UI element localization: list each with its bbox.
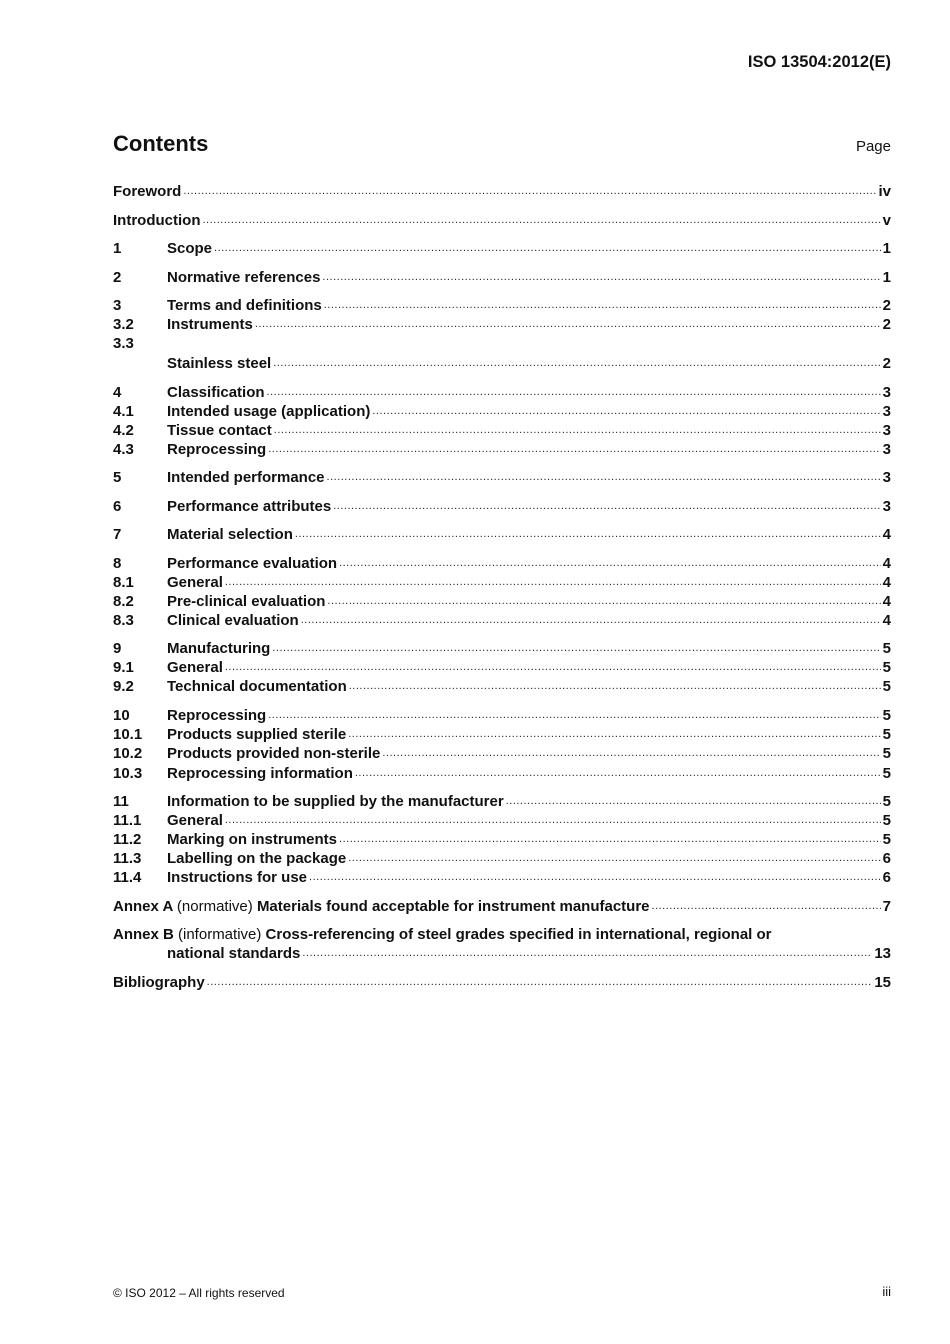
dot-leader (223, 573, 881, 592)
toc-label: Reprocessing (167, 706, 267, 724)
toc-number: 8.1 (113, 573, 134, 591)
toc-number: 10.3 (113, 764, 143, 782)
copyright-notice: © ISO 2012 – All rights reserved (113, 1286, 285, 1300)
toc-entry-8-2[interactable] (113, 592, 891, 611)
dot-leader (181, 182, 876, 201)
toc-page: 5 (882, 659, 891, 676)
dot-leader (504, 792, 881, 811)
dot-leader (299, 611, 881, 630)
toc-label: Labelling on the package (167, 850, 347, 867)
dot-leader (353, 764, 881, 783)
toc-page: 4 (882, 573, 891, 591)
toc-entry-3[interactable] (113, 296, 891, 315)
dot-leader (223, 811, 881, 830)
toc-label: Reprocessing information (167, 764, 353, 782)
toc-entry-foreword[interactable] (113, 182, 891, 201)
toc-entry-3-3-number (113, 334, 891, 353)
toc-entry-9[interactable] (113, 639, 891, 658)
toc-number: 11.1 (113, 812, 142, 829)
toc-number: 9.1 (113, 659, 134, 676)
toc-label: Products provided non-sterile (167, 744, 381, 762)
dot-leader (325, 592, 880, 611)
annex-kind: (informative) (178, 926, 262, 943)
toc-entry-2[interactable] (113, 268, 891, 287)
toc-entry-4-3[interactable] (113, 440, 891, 459)
toc-label: General (167, 812, 223, 829)
toc-entry-11[interactable] (113, 792, 891, 811)
toc-number: 11.3 (113, 850, 142, 867)
toc-number: 5 (113, 469, 122, 486)
toc-label: Reprocessing (167, 440, 267, 458)
toc-entry-9-1[interactable] (113, 658, 891, 677)
toc-entry-6[interactable] (113, 497, 891, 516)
toc-label: Bibliography (113, 973, 205, 991)
toc-label: General (167, 573, 223, 591)
toc-entry-9-2[interactable] (113, 677, 891, 696)
toc-number: 9.2 (113, 678, 134, 695)
toc-entry-11-4[interactable] (113, 868, 891, 887)
standard-identifier: ISO 13504:2012(E) (747, 53, 891, 71)
toc-label: Intended performance (167, 469, 325, 486)
toc-label: Technical documentation (167, 678, 347, 695)
toc-number: 11.4 (113, 869, 142, 886)
toc-page: 5 (882, 640, 891, 657)
toc-label: Products supplied sterile (167, 725, 347, 743)
toc-entry-introduction[interactable] (113, 211, 891, 230)
dot-leader (253, 315, 881, 334)
toc-number: 4.3 (113, 440, 134, 458)
toc-number: 3 (113, 297, 122, 314)
annex-kind: (normative) (176, 897, 253, 915)
toc-page: 3 (882, 421, 891, 439)
toc-entry-10-3[interactable] (113, 764, 891, 783)
toc-page: 2 (882, 297, 891, 314)
dot-leader (370, 402, 880, 421)
toc-entry-3-3[interactable] (113, 354, 891, 373)
dot-leader (346, 725, 880, 744)
toc-page: 15 (874, 973, 891, 991)
toc-page: 5 (882, 812, 891, 829)
toc-page: 5 (882, 793, 891, 810)
toc-label: Marking on instruments (167, 831, 338, 848)
dot-leader (293, 525, 881, 544)
toc-page: 2 (882, 355, 891, 372)
toc-label: Normative references (167, 268, 321, 286)
dot-leader (270, 639, 880, 658)
toc-label: Instruments (167, 316, 253, 333)
toc-entry-11-1[interactable] (113, 811, 891, 830)
toc-label: Instructions for use (167, 869, 308, 886)
toc-page: v (882, 211, 891, 229)
dot-leader (272, 421, 881, 440)
toc-entry-bibliography[interactable] (113, 973, 891, 992)
toc-number: 7 (113, 526, 122, 543)
dot-leader (650, 897, 881, 916)
toc-entry-3-2[interactable] (113, 315, 891, 334)
dot-leader (223, 658, 881, 677)
toc-entry-8[interactable] (113, 554, 891, 573)
toc-page: 4 (882, 611, 891, 629)
toc-number: 1 (113, 240, 122, 257)
toc-number: 10.1 (113, 725, 143, 743)
toc-page: 3 (882, 383, 891, 401)
dot-leader (300, 944, 872, 963)
toc-page: 2 (882, 316, 891, 333)
toc-entry-7[interactable] (113, 525, 891, 544)
toc-entry-annex-b-line1[interactable] (113, 925, 891, 944)
toc-label: Material selection (167, 526, 293, 543)
annex-prefix: Annex B (113, 926, 174, 943)
toc-number: 3.2 (113, 316, 134, 333)
toc-entry-annex-a[interactable] (113, 897, 891, 916)
toc-label: Scope (167, 240, 213, 257)
toc-number: 8 (113, 554, 122, 572)
toc-number: 4.1 (113, 402, 134, 420)
toc-page: 3 (882, 497, 891, 515)
toc-page: 6 (882, 869, 891, 886)
toc-label: Clinical evaluation (167, 611, 299, 629)
toc-page: 4 (882, 554, 891, 572)
toc-page: 5 (882, 764, 891, 782)
toc-number: 8.3 (113, 611, 134, 629)
table-of-contents (113, 182, 891, 992)
dot-leader (322, 296, 881, 315)
toc-label: Classification (167, 383, 265, 401)
toc-label: Materials found acceptable for instrument manufacture (256, 897, 650, 915)
dot-leader (266, 440, 880, 459)
toc-page: 6 (882, 850, 891, 867)
toc-entry-11-2[interactable] (113, 830, 891, 849)
dot-leader (337, 554, 881, 573)
toc-label: Performance attributes (167, 497, 332, 515)
toc-page: 5 (882, 725, 891, 743)
toc-page: iv (878, 183, 891, 200)
toc-page: 3 (882, 402, 891, 420)
toc-entry-1[interactable] (113, 239, 891, 258)
page-number: iii (882, 1284, 891, 1299)
toc-page: 5 (882, 744, 891, 762)
toc-number: 10.2 (113, 744, 143, 762)
toc-entry-8-3[interactable] (113, 611, 891, 630)
toc-page: 1 (882, 240, 891, 257)
toc-number: 9 (113, 640, 122, 657)
toc-number: 11.2 (113, 831, 142, 848)
toc-number: 6 (113, 497, 122, 515)
toc-page: 5 (882, 831, 891, 848)
toc-entry-10[interactable] (113, 706, 891, 725)
toc-entry-4-2[interactable] (113, 421, 891, 440)
annex-a-title (113, 897, 650, 916)
toc-entry-5[interactable] (113, 468, 891, 487)
toc-label: Cross-referencing of steel grades specified in international, regional or (265, 926, 772, 943)
toc-label: Performance evaluation (167, 554, 338, 572)
dot-leader (347, 677, 881, 696)
dot-leader (212, 239, 881, 258)
toc-entry-4[interactable] (113, 383, 891, 402)
page-column-label: Page (855, 138, 891, 155)
toc-label: Pre-clinical evaluation (167, 592, 326, 610)
toc-page: 1 (882, 268, 891, 286)
dot-leader (307, 868, 881, 887)
dot-leader (337, 830, 881, 849)
toc-entry-4-1[interactable] (113, 402, 891, 421)
toc-page: 13 (874, 945, 891, 962)
toc-page: 5 (882, 706, 891, 724)
dot-leader (380, 744, 880, 763)
dot-leader (271, 354, 880, 373)
dot-leader (200, 211, 880, 230)
toc-number: 4 (113, 383, 122, 401)
toc-label: Intended usage (application) (167, 402, 371, 420)
toc-entry-annex-b-line2[interactable] (113, 944, 891, 963)
toc-entry-10-2[interactable] (113, 744, 891, 763)
toc-number: 11 (113, 793, 129, 810)
toc-page: 7 (882, 897, 891, 915)
toc-page: 4 (882, 526, 891, 543)
toc-number: 8.2 (113, 592, 134, 610)
annex-prefix: Annex A (113, 897, 173, 915)
toc-entry-11-3[interactable] (113, 849, 891, 868)
toc-page: 5 (882, 678, 891, 695)
toc-label: national standards (167, 945, 301, 962)
dot-leader (266, 706, 880, 725)
dot-leader (320, 268, 880, 287)
dot-leader (265, 383, 881, 402)
toc-label: Tissue contact (167, 421, 272, 439)
toc-entry-8-1[interactable] (113, 573, 891, 592)
toc-label: Introduction (113, 211, 201, 229)
toc-number: 2 (113, 268, 122, 286)
toc-entry-10-1[interactable] (113, 725, 891, 744)
dot-leader (325, 468, 881, 487)
toc-label: Information to be supplied by the manufacturer (167, 793, 504, 810)
toc-number: 10 (113, 706, 130, 724)
dot-leader (205, 973, 873, 992)
toc-page: 3 (882, 440, 891, 458)
dot-leader (331, 497, 880, 516)
toc-number: 3.3 (113, 335, 134, 352)
toc-label: Stainless steel (167, 355, 272, 372)
toc-page: 4 (882, 592, 891, 610)
toc-number: 4.2 (113, 421, 134, 439)
toc-label: Foreword (113, 183, 182, 200)
toc-page: 3 (882, 469, 891, 486)
toc-label: Terms and definitions (167, 297, 322, 314)
toc-label: General (167, 659, 223, 676)
toc-label: Manufacturing (167, 640, 271, 657)
dot-leader (346, 849, 880, 868)
contents-title: Contents (113, 131, 209, 156)
